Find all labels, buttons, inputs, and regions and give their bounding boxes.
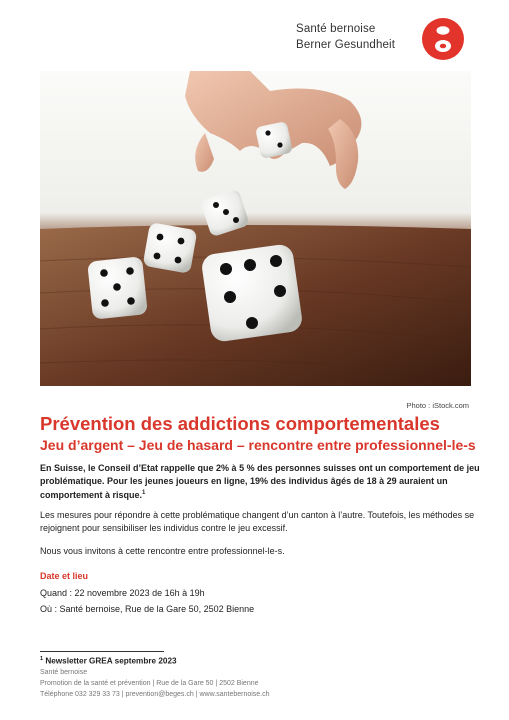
footnote xyxy=(40,656,177,666)
footnote-number: 1 xyxy=(40,656,44,662)
footer-email[interactable]: prevention@beges.ch xyxy=(125,691,194,698)
footer-city: 2502 Bienne xyxy=(219,680,259,687)
photo-credit: Photo : iStock.com xyxy=(406,401,469,410)
footer-org: Santé bernoise xyxy=(40,669,88,676)
body-paragraph-1: Les mesures pour répondre à cette problématique changent d’un canton à l’autre. Toutefois, les méthodes se rejoignent pour sensibiliser les individus contre le jeu excessif. xyxy=(40,510,475,533)
event-date: Quand : 22 novembre 2023 de 16h à 19h xyxy=(40,588,205,598)
intro-paragraph xyxy=(40,462,480,502)
footer-separator: | xyxy=(121,691,124,698)
footer-address xyxy=(40,680,259,687)
sante-bernoise-logo xyxy=(421,17,465,61)
org-name-de: Berner Gesundheit xyxy=(296,39,396,51)
date-location-heading: Date et lieu xyxy=(40,571,89,581)
intro-text: En Suisse, le Conseil d’Etat rappelle que 2% à 5 % des personnes suisses ont un comportement de jeu problématique. Pour les jeunes joueurs en ligne, 19% des individus âgés de 18 à 29 auraient un comportement à risque. xyxy=(40,463,480,500)
organization-name xyxy=(296,21,416,53)
dice-hand-photo xyxy=(40,71,471,386)
footnote-reference: 1 xyxy=(142,490,146,496)
page-subtitle: Jeu d’argent – Jeu de hasard – rencontre entre professionnel-le-s xyxy=(40,437,476,453)
event-location: Où : Santé bernoise, Rue de la Gare 50, 2502 Bienne xyxy=(40,604,255,614)
page-title: Prévention des addictions comportementales xyxy=(40,413,440,434)
footer-phone: Téléphone 032 329 33 73 xyxy=(40,691,120,698)
body-paragraph-2: Nous vous invitons à cette rencontre entre professionnel-le-s. xyxy=(40,546,285,556)
footer-dept: Promotion de la santé et prévention xyxy=(40,680,151,687)
org-name-fr: Santé bernoise xyxy=(296,23,376,35)
footer-contact xyxy=(40,691,270,698)
footer-street: Rue de la Gare 50 xyxy=(156,680,214,687)
footnote-text: Newsletter GREA septembre 2023 xyxy=(45,656,177,666)
footer-separator: | xyxy=(195,691,198,698)
footnote-divider xyxy=(40,651,164,652)
footer-website[interactable]: www.santebernoise.ch xyxy=(199,691,270,698)
footer-separator: | xyxy=(215,680,218,687)
footer-separator: | xyxy=(152,680,155,687)
